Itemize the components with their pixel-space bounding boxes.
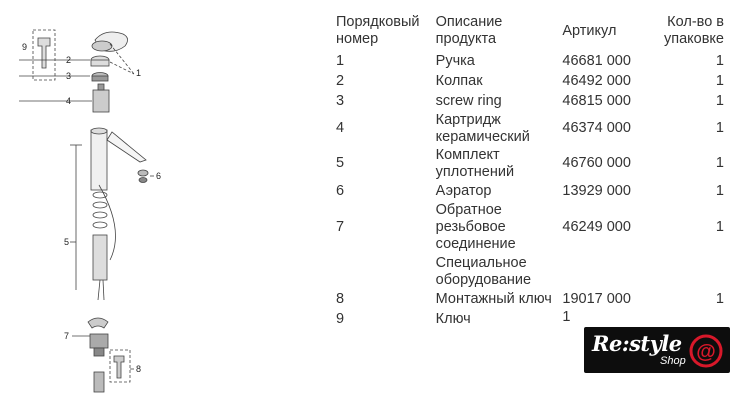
callout-2: 2	[66, 55, 72, 65]
cell-number: 1	[336, 52, 345, 69]
key-icon	[38, 38, 50, 68]
table-row	[332, 289, 724, 309]
callout-9: 9	[22, 42, 28, 52]
table-row	[332, 51, 724, 71]
seal-ring	[93, 212, 107, 218]
table-row	[332, 254, 724, 289]
header-number: Порядковый номер	[336, 14, 420, 47]
seal-ring	[93, 192, 107, 198]
base-fitting	[94, 372, 104, 392]
table-row	[332, 146, 724, 181]
table-row	[332, 71, 724, 91]
cell-number	[332, 254, 432, 289]
cell-number: 8	[336, 290, 345, 307]
cell-description: Специальное оборудование	[435, 254, 532, 288]
cell-article: 46374 000	[562, 120, 631, 136]
cell-description: Ручка	[435, 52, 475, 69]
cell-article: 1	[562, 309, 571, 325]
cell-quantity: 1	[715, 219, 724, 235]
shank-part	[93, 235, 107, 280]
mounting-plate	[88, 318, 108, 328]
cell-description: Аэратор	[435, 182, 492, 199]
cell-number: 9	[336, 310, 345, 327]
cell-description: Монтажный ключ	[435, 290, 552, 307]
wrench-icon	[114, 356, 124, 378]
callout-8: 8	[136, 364, 142, 374]
cell-description: Обратное резьбовое соединение	[435, 202, 516, 252]
cell-quantity: 1	[715, 72, 724, 89]
hose	[98, 280, 100, 300]
cell-number: 4	[336, 120, 345, 136]
table-row	[332, 181, 724, 201]
cell-number: 5	[336, 155, 345, 171]
cell-quantity	[647, 254, 724, 289]
header-article: Артикул	[562, 22, 617, 39]
cell-description: Картридж керамический	[435, 111, 530, 145]
table-row	[332, 309, 724, 329]
cell-description: Ключ	[435, 310, 471, 327]
logo-at-glyph: @	[696, 341, 716, 363]
exploded-parts-drawing	[0, 0, 330, 414]
restyle-shop-logo	[584, 327, 730, 373]
cell-quantity	[647, 309, 724, 329]
header-description: Описание продукта	[435, 14, 503, 47]
spout-arm	[107, 132, 146, 162]
cell-description: Колпак	[435, 72, 483, 89]
cell-description: Комплект уплотнений	[435, 146, 515, 180]
cell-quantity: 1	[715, 290, 724, 307]
logo-sub-text: Shop	[660, 355, 686, 367]
cell-article: 19017 000	[562, 290, 631, 307]
cell-article: 46760 000	[562, 155, 631, 171]
callout-4: 4	[66, 96, 72, 106]
table-row	[332, 111, 724, 146]
cell-quantity: 1	[715, 182, 724, 199]
table-header-row	[332, 14, 724, 51]
cell-article: 46681 000	[562, 52, 631, 69]
spare-parts-table	[332, 14, 724, 329]
aerator-part	[138, 170, 148, 176]
seal-ring	[93, 202, 107, 208]
cartridge-part	[93, 90, 109, 112]
logo-main-text: Re:style	[592, 331, 682, 356]
hose	[103, 280, 104, 300]
callout-6: 6	[156, 171, 162, 181]
callout-3: 3	[66, 71, 72, 81]
cell-description: screw ring	[435, 92, 502, 109]
seal-ring	[93, 222, 107, 228]
callout-1: 1	[136, 68, 142, 78]
cell-quantity: 1	[715, 155, 724, 171]
table-row	[332, 201, 724, 254]
at-sign-icon	[688, 333, 724, 369]
cell-number: 6	[336, 182, 345, 199]
callout-7: 7	[64, 331, 70, 341]
header-quantity: Кол-во в упаковке	[663, 14, 724, 47]
handle-base	[92, 41, 112, 51]
cell-article: 13929 000	[562, 182, 631, 199]
cell-article: 46249 000	[562, 219, 631, 235]
cell-article: 46815 000	[562, 92, 631, 109]
cell-article: 46492 000	[562, 72, 631, 89]
cell-quantity: 1	[715, 52, 724, 69]
cell-quantity: 1	[715, 120, 724, 136]
table-row	[332, 91, 724, 111]
cell-article	[558, 254, 646, 289]
cell-number: 7	[336, 219, 345, 235]
callout-5: 5	[64, 237, 70, 247]
spout-body	[91, 130, 107, 190]
cell-number: 3	[336, 92, 345, 109]
thread-fitting	[90, 334, 108, 348]
cell-number: 2	[336, 72, 345, 89]
cell-quantity: 1	[715, 92, 724, 109]
